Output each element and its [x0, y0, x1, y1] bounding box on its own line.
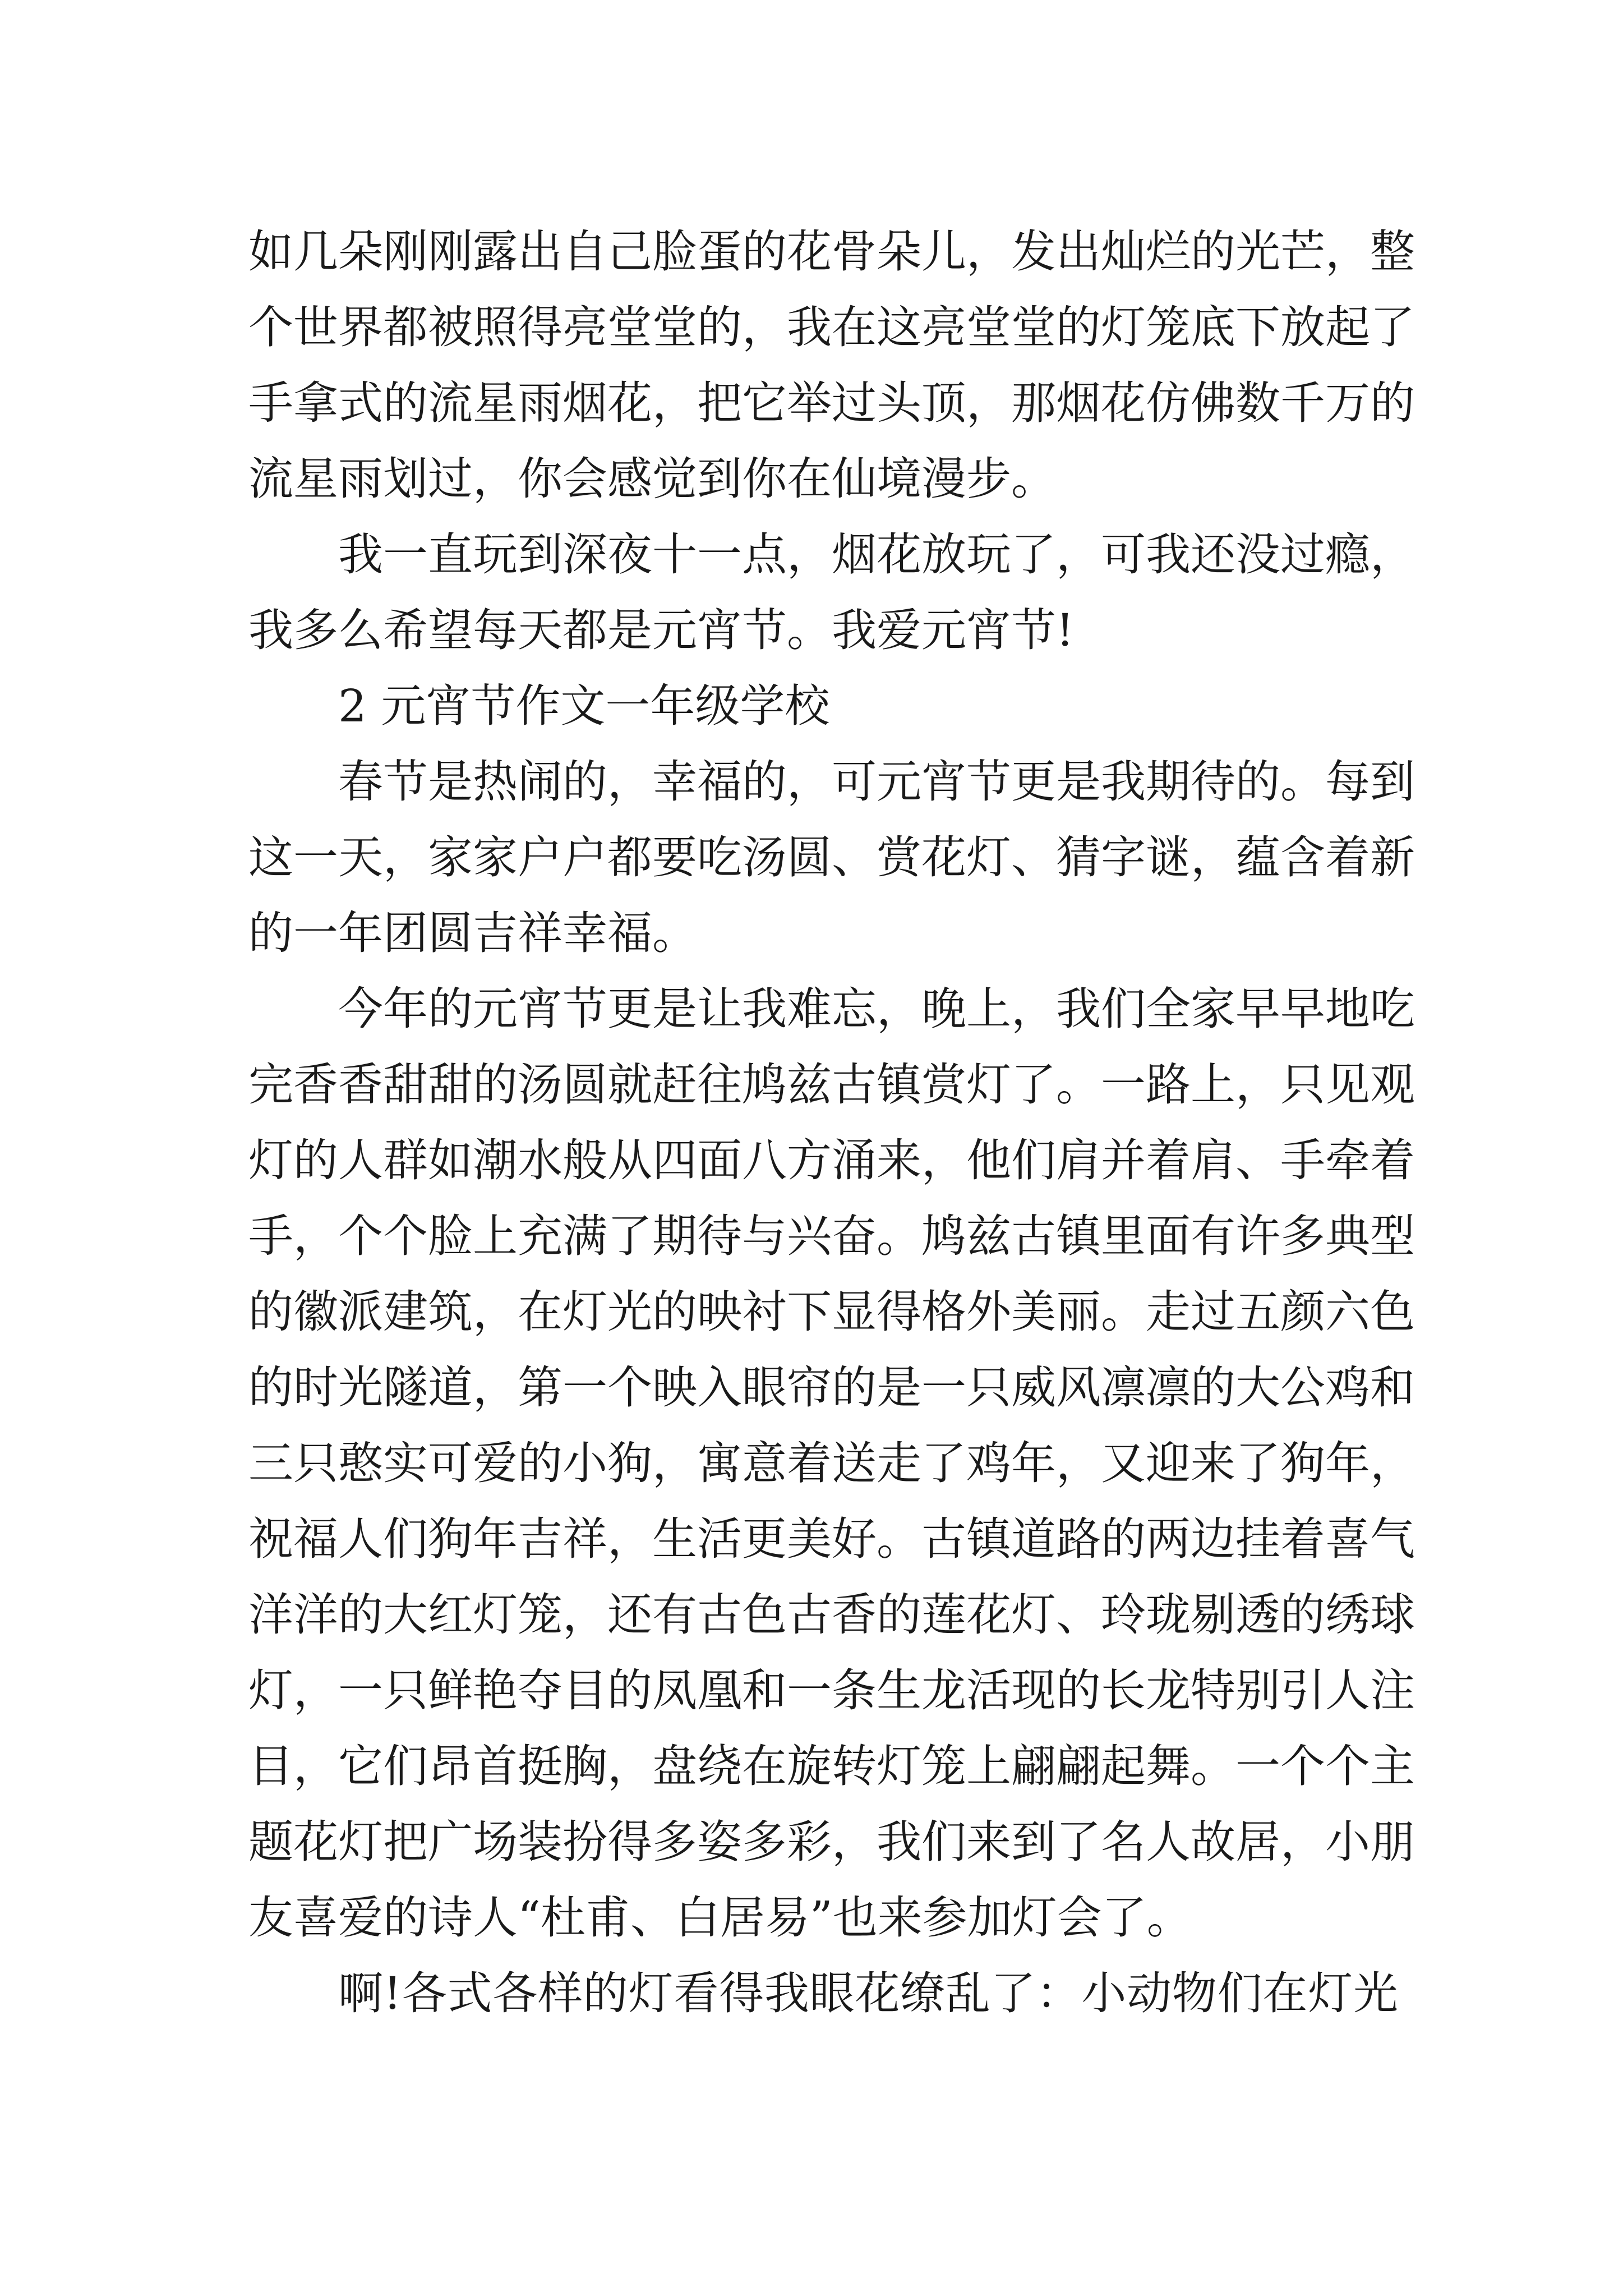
text-line: 手，个个脸上充满了期待与兴奋。鸠兹古镇里面有许多典型: [248, 1210, 1415, 1262]
text-line: 春节是热闹的，幸福的，可元宵节更是我期待的。每到: [338, 756, 1415, 808]
text-line: 的一年团圆吉祥幸福。: [248, 907, 697, 959]
text-line: 啊!各式各样的灯看得我眼花缭乱了：小动物们在灯光: [338, 1967, 1398, 2019]
text-line: 完香香甜甜的汤圆就赶往鸠兹古镇赏灯了。一路上，只见观: [248, 1059, 1415, 1111]
body-text: [248, 214, 1415, 2031]
text-line: 祝福人们狗年吉祥，生活更美好。古镇道路的两边挂着喜气: [248, 1513, 1415, 1565]
text-line: 的时光隧道，第一个映入眼帘的是一只威风凛凛的大公鸡和: [248, 1361, 1415, 1414]
text-line: 我多么希望每天都是元宵节。我爱元宵节!: [248, 604, 1075, 656]
text-line: 的徽派建筑，在灯光的映衬下显得格外美丽。走过五颜六色: [248, 1286, 1415, 1338]
text-line: 题花灯把广场装扮得多姿多彩，我们来到了名人故居，小朋: [248, 1816, 1415, 1868]
text-line: 我一直玩到深夜十一点，烟花放玩了，可我还没过瘾，: [338, 528, 1415, 581]
text-line: 如几朵刚刚露出自己脸蛋的花骨朵儿，发出灿烂的光芒，整: [248, 226, 1415, 278]
text-line: 这一天，家家户户都要吃汤圆、赏花灯、猜字谜，蕴含着新: [248, 831, 1415, 884]
text-line: 手拿式的流星雨烟花，把它举过头顶，那烟花仿佛数千万的: [248, 377, 1415, 429]
text-line: 目，它们昂首挺胸，盘绕在旋转灯笼上翩翩起舞。一个个主: [248, 1740, 1415, 1792]
text-line: 友喜爱的诗人“杜甫、白居易”也来参加灯会了。: [248, 1892, 1192, 1944]
text-line: 个世界都被照得亮堂堂的，我在这亮堂堂的灯笼底下放起了: [248, 301, 1415, 353]
text-line: 洋洋的大红灯笼，还有古色古香的莲花灯、玲珑剔透的绣球: [248, 1589, 1415, 1641]
text-line: 今年的元宵节更是让我难忘，晚上，我们全家早早地吃: [338, 983, 1415, 1035]
text-line: 三只憨实可爱的小狗，寓意着送走了鸡年，又迎来了狗年，: [248, 1437, 1415, 1489]
text-line: 灯，一只鲜艳夺目的凤凰和一条生龙活现的长龙特别引人注: [248, 1664, 1415, 1717]
section-heading: 2 元宵节作文一年级学校: [338, 680, 830, 732]
text-line: 流星雨划过，你会感觉到你在仙境漫步。: [248, 453, 1056, 505]
text-line: 灯的人群如潮水般从四面八方涌来，他们肩并着肩、手牵着: [248, 1134, 1415, 1186]
